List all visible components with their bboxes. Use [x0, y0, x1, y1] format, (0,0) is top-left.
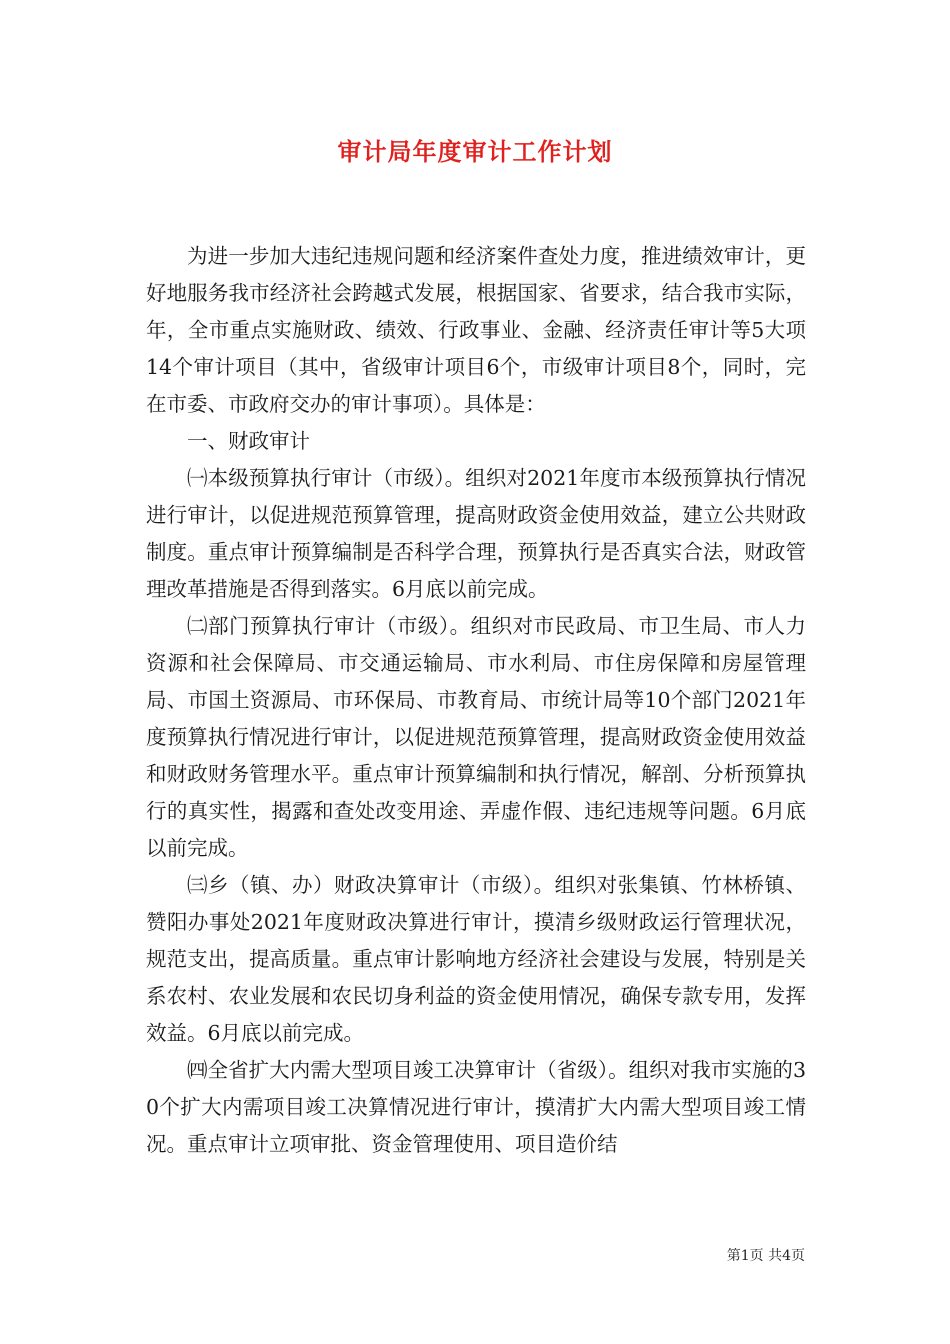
document-body	[146, 238, 806, 1163]
document-title: 审计局年度审计工作计划	[337, 138, 613, 166]
paragraph-item-1: ㈠本级预算执行审计（市级）。组织对2021年度市本级预算执行情况进行审计，以促进规范预算管理，提高财政资金使用效益，建立公共财政制度。重点审计预算编制是否科学合理，预算执行是否真实合法，财政管理改革措施是否得到落实。6月底以前完成。	[146, 466, 806, 601]
paragraph-item-2: ㈡部门预算执行审计（市级）。组织对市民政局、市卫生局、市人力资源和社会保障局、市交通运输局、市水利局、市住房保障和房屋管理局、市国土资源局、市环保局、市教育局、市统计局等10个部门2021年度预算执行情况进行审计，以促进规范预算管理，提高财政资金使用效益和财政财务管理水平。重点审计预算编制和执行情况，解剖、分析预算执行的真实性，揭露和查处改变用途、弄虚作假、违纪违规等问题。6月底以前完成。	[146, 614, 806, 860]
page-number-footer: 第1页 共4页	[726, 1248, 805, 1264]
paragraph-item-3: ㈢乡（镇、办）财政决算审计（市级）。组织对张集镇、竹林桥镇、赞阳办事处2021年度财政决算进行审计，摸清乡级财政运行管理状况，规范支出，提高质量。重点审计影响地方经济社会建设与发展，特别是关系农村、农业发展和农民切身利益的资金使用情况，确保专款专用，发挥效益。6月底以前完成。	[146, 873, 806, 1045]
section-heading-fiscal-audit: 一、财政审计	[187, 429, 310, 453]
paragraph-intro: 为进一步加大违纪违规问题和经济案件查处力度，推进绩效审计，更好地服务我市经济社会跨越式发展，根据国家、省要求，结合我市实际，年，全市重点实施财政、绩效、行政事业、金融、经济责任审计等5大项14个审计项目（其中，省级审计项目6个，市级审计项目8个，同时，完在市委、市政府交办的审计事项）。具体是：	[146, 244, 806, 416]
paragraph-item-4: ㈣全省扩大内需大型项目竣工决算审计（省级）。组织对我市实施的30个扩大内需项目竣工决算情况进行审计，摸清扩大内需大型项目竣工情况。重点审计立项审批、资金管理使用、项目造价结	[146, 1058, 806, 1156]
